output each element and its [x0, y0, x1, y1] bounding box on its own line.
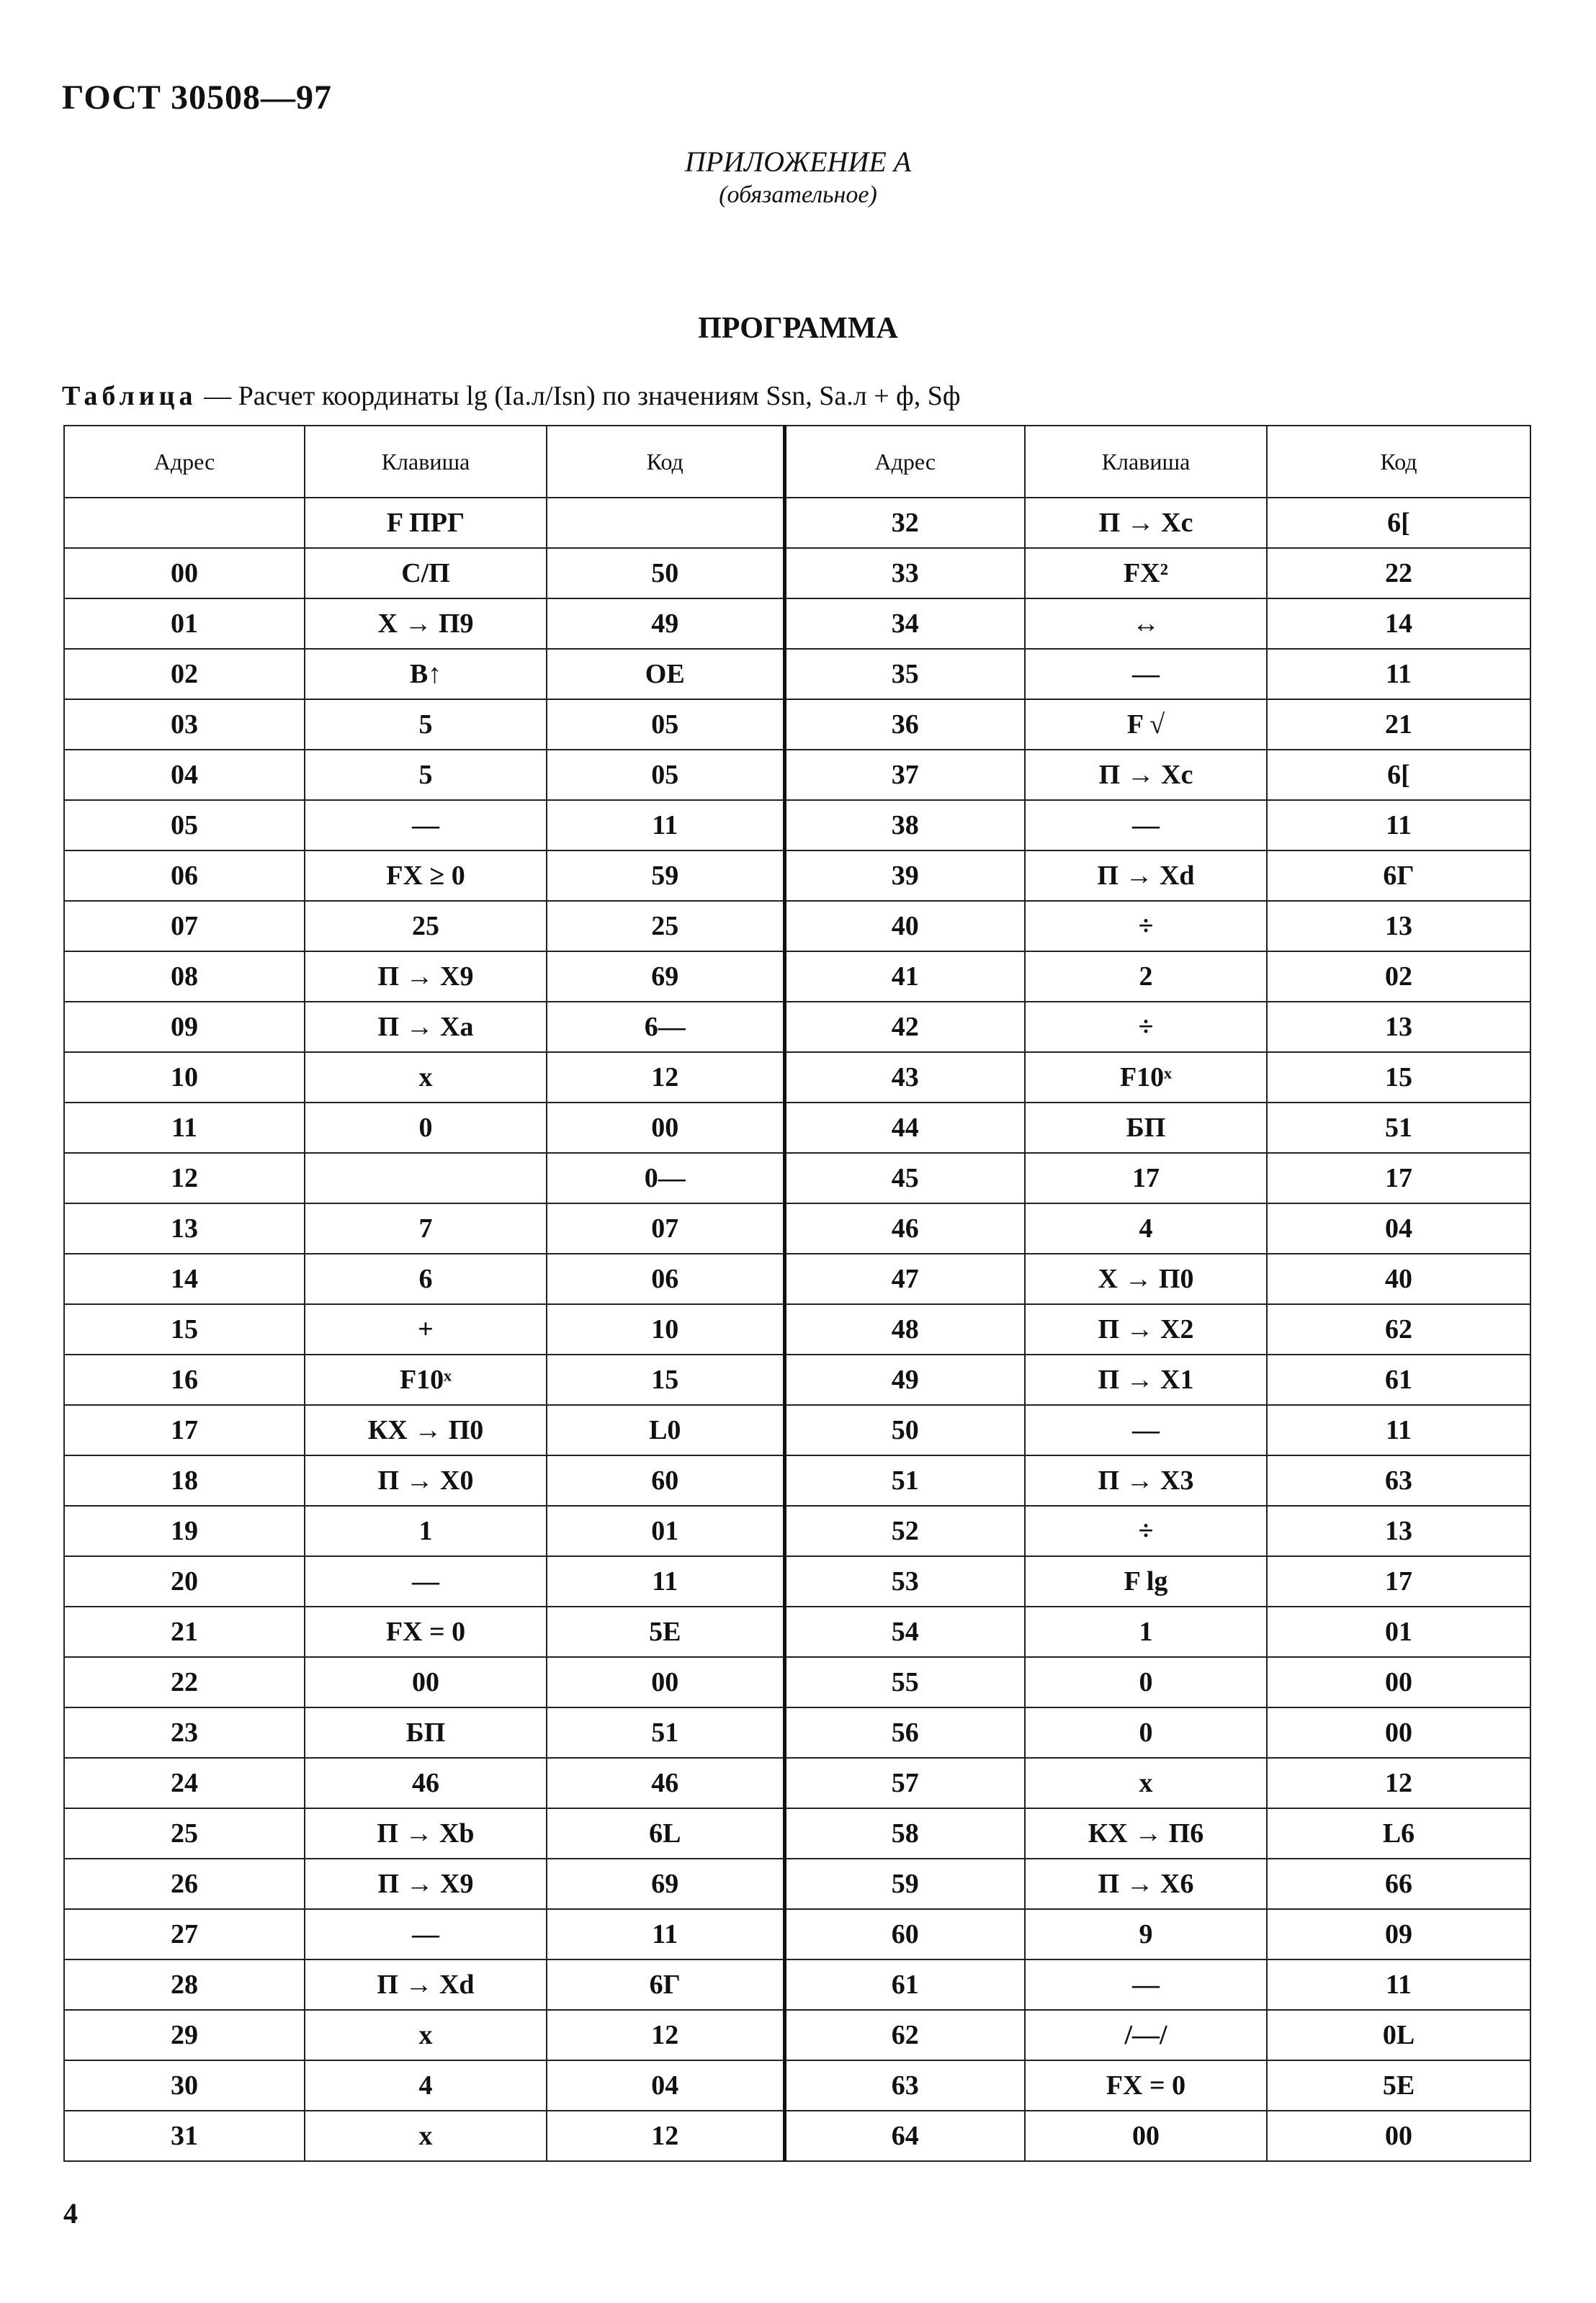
table-row — [64, 2111, 1530, 2161]
key-cell: 4 — [1025, 1203, 1267, 1254]
code-cell: 11 — [547, 800, 784, 850]
address-cell: 56 — [784, 1707, 1025, 1758]
key-cell: П → Xc — [1025, 498, 1267, 548]
address-cell: 07 — [64, 901, 305, 951]
code-cell: 59 — [547, 850, 784, 901]
address-cell: 15 — [64, 1304, 305, 1355]
key-cell: П → X3 — [1025, 1455, 1267, 1506]
key-cell: 9 — [1025, 1909, 1267, 1959]
table-row — [64, 1506, 1530, 1556]
address-cell: 25 — [64, 1808, 305, 1859]
address-cell: 52 — [784, 1506, 1025, 1556]
column-header-address: Адрес — [64, 426, 305, 498]
key-cell: ÷ — [1025, 901, 1267, 951]
key-cell: 0 — [1025, 1657, 1267, 1707]
address-cell: 53 — [784, 1556, 1025, 1607]
code-cell: 01 — [547, 1506, 784, 1556]
key-cell: — — [1025, 800, 1267, 850]
address-cell: 55 — [784, 1657, 1025, 1707]
code-cell: 69 — [547, 1859, 784, 1909]
code-cell: 40 — [1267, 1254, 1530, 1304]
code-cell: 6[ — [1267, 498, 1530, 548]
address-cell: 38 — [784, 800, 1025, 850]
code-cell — [547, 498, 784, 548]
code-cell: 21 — [1267, 699, 1530, 750]
key-cell: 00 — [1025, 2111, 1267, 2161]
address-cell: 42 — [784, 1002, 1025, 1052]
address-cell: 43 — [784, 1052, 1025, 1103]
code-cell: 00 — [1267, 1707, 1530, 1758]
key-cell: FX ≥ 0 — [305, 850, 547, 901]
address-cell: 33 — [784, 548, 1025, 598]
key-cell: 0 — [1025, 1707, 1267, 1758]
table-row — [64, 850, 1530, 901]
address-cell: 45 — [784, 1153, 1025, 1203]
code-cell: 11 — [1267, 800, 1530, 850]
table-row — [64, 1758, 1530, 1808]
column-header-address: Адрес — [784, 426, 1025, 498]
key-cell: 17 — [1025, 1153, 1267, 1203]
code-cell: 11 — [547, 1556, 784, 1607]
table-header-row — [64, 426, 1530, 498]
code-cell: 05 — [547, 750, 784, 800]
address-cell — [64, 498, 305, 548]
code-cell: L6 — [1267, 1808, 1530, 1859]
table-row — [64, 548, 1530, 598]
code-cell: 11 — [547, 1909, 784, 1959]
key-cell: 7 — [305, 1203, 547, 1254]
address-cell: 31 — [64, 2111, 305, 2161]
address-cell: 64 — [784, 2111, 1025, 2161]
key-cell: F ПРГ — [305, 498, 547, 548]
address-cell: 23 — [64, 1707, 305, 1758]
code-cell: 5E — [1267, 2060, 1530, 2111]
address-cell: 21 — [64, 1607, 305, 1657]
code-cell: 6[ — [1267, 750, 1530, 800]
code-cell: 15 — [547, 1355, 784, 1405]
code-cell: 0L — [1267, 2010, 1530, 2060]
code-cell: 12 — [547, 1052, 784, 1103]
code-cell: 13 — [1267, 1002, 1530, 1052]
address-cell: 17 — [64, 1405, 305, 1455]
code-cell: 63 — [1267, 1455, 1530, 1506]
section-title: ПРОГРАММА — [698, 312, 898, 345]
key-cell: П → X9 — [305, 951, 547, 1002]
address-cell: 26 — [64, 1859, 305, 1909]
code-cell: 49 — [547, 598, 784, 649]
code-cell: 0— — [547, 1153, 784, 1203]
column-header-code: Код — [1267, 426, 1530, 498]
key-cell: 2 — [1025, 951, 1267, 1002]
key-cell: F10ˣ — [305, 1355, 547, 1405]
key-cell: x — [1025, 1758, 1267, 1808]
key-cell: 1 — [1025, 1607, 1267, 1657]
address-cell: 30 — [64, 2060, 305, 2111]
code-cell: 04 — [1267, 1203, 1530, 1254]
key-cell: FX = 0 — [1025, 2060, 1267, 2111]
key-cell: С/П — [305, 548, 547, 598]
table-row — [64, 1153, 1530, 1203]
key-cell: FX² — [1025, 548, 1267, 598]
key-cell: П → Xd — [1025, 850, 1267, 901]
address-cell: 03 — [64, 699, 305, 750]
code-cell: 6L — [547, 1808, 784, 1859]
code-cell: 6— — [547, 1002, 784, 1052]
key-cell: + — [305, 1304, 547, 1355]
key-cell: БП — [305, 1707, 547, 1758]
code-cell: 00 — [547, 1103, 784, 1153]
table-row — [64, 800, 1530, 850]
key-cell: 46 — [305, 1758, 547, 1808]
table-row — [64, 2060, 1530, 2111]
code-cell: 00 — [1267, 1657, 1530, 1707]
code-cell: 62 — [1267, 1304, 1530, 1355]
key-cell: — — [305, 1909, 547, 1959]
table-row — [64, 1103, 1530, 1153]
key-cell: 6 — [305, 1254, 547, 1304]
address-cell: 62 — [784, 2010, 1025, 2060]
address-cell: 11 — [64, 1103, 305, 1153]
address-cell: 41 — [784, 951, 1025, 1002]
code-cell: 69 — [547, 951, 784, 1002]
table-row — [64, 1304, 1530, 1355]
key-cell: F10ˣ — [1025, 1052, 1267, 1103]
key-cell: ÷ — [1025, 1506, 1267, 1556]
address-cell: 46 — [784, 1203, 1025, 1254]
code-cell: 13 — [1267, 901, 1530, 951]
key-cell: П → X0 — [305, 1455, 547, 1506]
table-row — [64, 598, 1530, 649]
code-cell: 66 — [1267, 1859, 1530, 1909]
code-cell: 07 — [547, 1203, 784, 1254]
table-row — [64, 649, 1530, 699]
address-cell: 06 — [64, 850, 305, 901]
code-cell: 5E — [547, 1607, 784, 1657]
code-cell: 22 — [1267, 548, 1530, 598]
table-row — [64, 699, 1530, 750]
code-cell: 14 — [1267, 598, 1530, 649]
page-number: 4 — [63, 2197, 78, 2230]
code-cell: 00 — [1267, 2111, 1530, 2161]
table-row — [64, 1052, 1530, 1103]
key-cell: КX → П6 — [1025, 1808, 1267, 1859]
caption-label: Таблица — [62, 381, 197, 411]
address-cell: 60 — [784, 1909, 1025, 1959]
table-row — [64, 1909, 1530, 1959]
key-cell: — — [1025, 1405, 1267, 1455]
address-cell: 59 — [784, 1859, 1025, 1909]
address-cell: 28 — [64, 1959, 305, 2010]
key-cell: ÷ — [1025, 1002, 1267, 1052]
column-header-code: Код — [547, 426, 784, 498]
address-cell: 37 — [784, 750, 1025, 800]
table-row — [64, 1203, 1530, 1254]
table-row — [64, 1657, 1530, 1707]
key-cell: X → П9 — [305, 598, 547, 649]
code-cell: 12 — [1267, 1758, 1530, 1808]
column-header-key: Клавиша — [305, 426, 547, 498]
code-cell: 46 — [547, 1758, 784, 1808]
address-cell: 10 — [64, 1052, 305, 1103]
address-cell: 09 — [64, 1002, 305, 1052]
address-cell: 29 — [64, 2010, 305, 2060]
address-cell: 48 — [784, 1304, 1025, 1355]
address-cell: 61 — [784, 1959, 1025, 2010]
address-cell: 39 — [784, 850, 1025, 901]
key-cell: X → П0 — [1025, 1254, 1267, 1304]
key-cell: F √ — [1025, 699, 1267, 750]
address-cell: 57 — [784, 1758, 1025, 1808]
document-code: ГОСТ 30508—97 — [62, 78, 332, 117]
address-cell: 01 — [64, 598, 305, 649]
key-cell: F lg — [1025, 1556, 1267, 1607]
code-cell: 12 — [547, 2111, 784, 2161]
table-row — [64, 951, 1530, 1002]
key-cell: — — [305, 800, 547, 850]
appendix-subtitle: (обязательное) — [719, 181, 877, 208]
code-cell: 01 — [1267, 1607, 1530, 1657]
key-cell: П → X2 — [1025, 1304, 1267, 1355]
address-cell: 34 — [784, 598, 1025, 649]
key-cell: П → Xc — [1025, 750, 1267, 800]
address-cell: 13 — [64, 1203, 305, 1254]
code-cell: 09 — [1267, 1909, 1530, 1959]
key-cell: 4 — [305, 2060, 547, 2111]
table-row — [64, 1859, 1530, 1909]
address-cell: 54 — [784, 1607, 1025, 1657]
code-cell: 61 — [1267, 1355, 1530, 1405]
key-cell: — — [1025, 649, 1267, 699]
code-cell: 04 — [547, 2060, 784, 2111]
program-table — [63, 425, 1531, 2162]
key-cell: FX = 0 — [305, 1607, 547, 1657]
address-cell: 08 — [64, 951, 305, 1002]
code-cell: 11 — [1267, 1405, 1530, 1455]
code-cell: 11 — [1267, 649, 1530, 699]
appendix-heading — [0, 145, 1596, 212]
table-row — [64, 1808, 1530, 1859]
address-cell: 27 — [64, 1909, 305, 1959]
key-cell: x — [305, 1052, 547, 1103]
address-cell: 00 — [64, 548, 305, 598]
address-cell: 19 — [64, 1506, 305, 1556]
key-cell: 0 — [305, 1103, 547, 1153]
address-cell: 58 — [784, 1808, 1025, 1859]
table-row — [64, 2010, 1530, 2060]
table-row — [64, 1455, 1530, 1506]
address-cell: 40 — [784, 901, 1025, 951]
code-cell: 05 — [547, 699, 784, 750]
key-cell: 5 — [305, 750, 547, 800]
key-cell: x — [305, 2010, 547, 2060]
code-cell: 60 — [547, 1455, 784, 1506]
table-body — [64, 498, 1530, 2161]
code-cell: 12 — [547, 2010, 784, 2060]
code-cell: L0 — [547, 1405, 784, 1455]
table-row — [64, 1254, 1530, 1304]
code-cell: 50 — [547, 548, 784, 598]
key-cell: x — [305, 2111, 547, 2161]
address-cell: 51 — [784, 1455, 1025, 1506]
key-cell: 00 — [305, 1657, 547, 1707]
table-row — [64, 1959, 1530, 2010]
table-row — [64, 901, 1530, 951]
code-cell: OE — [547, 649, 784, 699]
key-cell — [305, 1153, 547, 1203]
address-cell: 12 — [64, 1153, 305, 1203]
table-row — [64, 1405, 1530, 1455]
code-cell: 02 — [1267, 951, 1530, 1002]
caption-dash: — — [197, 381, 238, 411]
address-cell: 02 — [64, 649, 305, 699]
code-cell: 15 — [1267, 1052, 1530, 1103]
address-cell: 04 — [64, 750, 305, 800]
key-cell: В↑ — [305, 649, 547, 699]
key-cell: — — [1025, 1959, 1267, 2010]
table-row — [64, 498, 1530, 548]
address-cell: 22 — [64, 1657, 305, 1707]
address-cell: 18 — [64, 1455, 305, 1506]
address-cell: 14 — [64, 1254, 305, 1304]
table-row — [64, 750, 1530, 800]
address-cell: 05 — [64, 800, 305, 850]
key-cell: П → Xa — [305, 1002, 547, 1052]
code-cell: 6Г — [547, 1959, 784, 2010]
key-cell: П → Xd — [305, 1959, 547, 2010]
key-cell: БП — [1025, 1103, 1267, 1153]
code-cell: 51 — [547, 1707, 784, 1758]
key-cell: П → X6 — [1025, 1859, 1267, 1909]
key-cell: П → X1 — [1025, 1355, 1267, 1405]
appendix-title: ПРИЛОЖЕНИЕ А — [684, 145, 912, 178]
code-cell: 11 — [1267, 1959, 1530, 2010]
table-caption — [62, 380, 961, 412]
address-cell: 16 — [64, 1355, 305, 1405]
code-cell: 00 — [547, 1657, 784, 1707]
address-cell: 50 — [784, 1405, 1025, 1455]
table-row — [64, 1556, 1530, 1607]
key-cell: П → Xb — [305, 1808, 547, 1859]
table-row — [64, 1607, 1530, 1657]
code-cell: 51 — [1267, 1103, 1530, 1153]
table-row — [64, 1707, 1530, 1758]
code-cell: 10 — [547, 1304, 784, 1355]
address-cell: 20 — [64, 1556, 305, 1607]
table-row — [64, 1002, 1530, 1052]
code-cell: 13 — [1267, 1506, 1530, 1556]
key-cell: 25 — [305, 901, 547, 951]
key-cell: 5 — [305, 699, 547, 750]
key-cell: 1 — [305, 1506, 547, 1556]
address-cell: 24 — [64, 1758, 305, 1808]
code-cell: 17 — [1267, 1153, 1530, 1203]
table-row — [64, 1355, 1530, 1405]
code-cell: 6Г — [1267, 850, 1530, 901]
code-cell: 06 — [547, 1254, 784, 1304]
address-cell: 32 — [784, 498, 1025, 548]
code-cell: 17 — [1267, 1556, 1530, 1607]
column-header-key: Клавиша — [1025, 426, 1267, 498]
key-cell: /—/ — [1025, 2010, 1267, 2060]
address-cell: 44 — [784, 1103, 1025, 1153]
address-cell: 63 — [784, 2060, 1025, 2111]
key-cell: КX → П0 — [305, 1405, 547, 1455]
key-cell: — — [305, 1556, 547, 1607]
address-cell: 47 — [784, 1254, 1025, 1304]
caption-text: Расчет координаты lg (Iа.л/Isn) по значениям Ssn, Sа.л + ф, Sф — [238, 381, 961, 411]
key-cell: П → X9 — [305, 1859, 547, 1909]
key-cell: ↔ — [1025, 598, 1267, 649]
code-cell: 25 — [547, 901, 784, 951]
address-cell: 49 — [784, 1355, 1025, 1405]
address-cell: 35 — [784, 649, 1025, 699]
address-cell: 36 — [784, 699, 1025, 750]
